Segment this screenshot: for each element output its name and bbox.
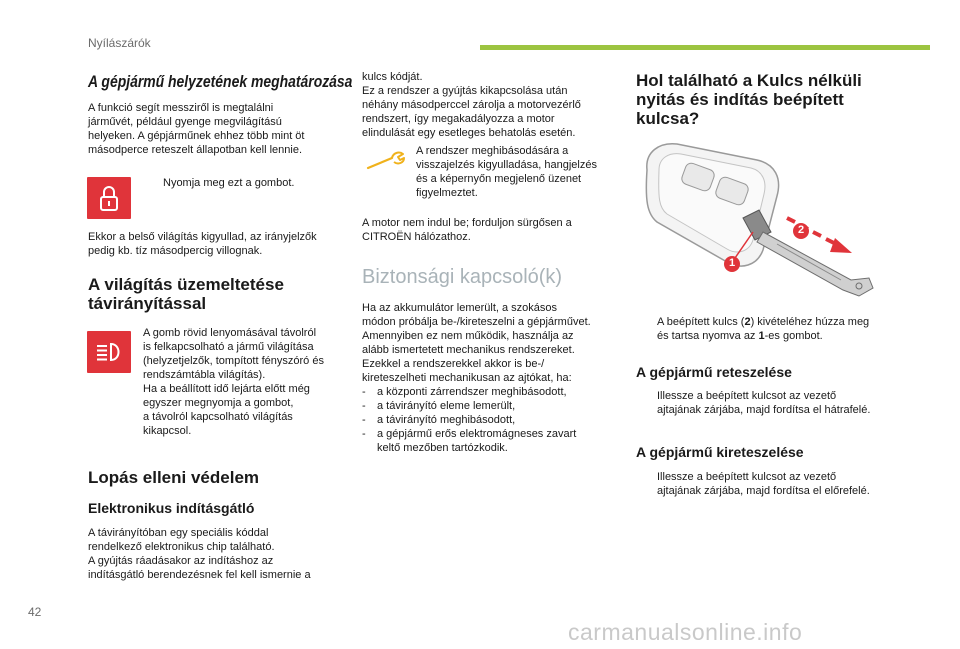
locking-bullet (637, 389, 897, 417)
bullet-text: Nyomja meg ezt a gombot. (163, 177, 295, 189)
list-item: - a központi zárrendszer meghibásodott, (362, 386, 567, 398)
lock-button-bullet (143, 176, 294, 190)
key-removal-bullet (637, 315, 897, 343)
smart-key-icon (637, 140, 887, 305)
unlocking-title: A gépjármű kireteszelése (636, 444, 804, 460)
bullet-mark (637, 470, 649, 498)
vehicle-locating-text: A funkció segít messziről is megtalálni járművét, például gyenge megvilágítású helyeken. A gépjárműnek ehhez több mint öt másodperce reteszelt állapotban kell lennie. (88, 102, 305, 156)
safety-switch-title: Biztonsági kapcsoló(k) (362, 266, 563, 288)
list-item: - a gépjármű erős elektromágneses zavart keltő mezőben tartózkodik. (362, 428, 577, 454)
headlight-icon (87, 331, 131, 373)
list-item: - a távirányító meghibásodott, (362, 414, 516, 426)
section-label: Nyílászárók (88, 36, 151, 50)
remote-lighting-title: A világítás üzemeltetése távirányítással (88, 275, 284, 313)
immobiliser-subtitle: Elektronikus indításgátló (88, 500, 255, 516)
bullet-mark (637, 389, 649, 417)
callout-1: 1 (728, 257, 736, 269)
section-color-bar (480, 45, 930, 50)
safety-switch-list (362, 385, 632, 455)
locking-title: A gépjármű reteszelése (636, 364, 792, 380)
bullet-text: Illessze a beépített kulcsot az vezető ajtajának zárjába, majd fordítsa el előrefelé. (657, 471, 870, 497)
wrench-icon (366, 150, 406, 177)
engine-note: A motor nem indul be; forduljon sürgősen a CITROËN hálózathoz. (362, 217, 572, 243)
immobiliser-continued: kulcs kódját. Ez a rendszer a gyújtás kikapcsolása után néhány másodperccel zárolja a motorvezérlő rendszert, így megakadályozza a motor elindulását egy esetleges behatolás esetén. (362, 71, 581, 139)
bullet-text: Illessze a beépített kulcsot az vezető ajtajának zárjába, majd fordítsa el hátrafelé. (657, 390, 871, 416)
callout-2: 2 (797, 224, 805, 236)
lock-icon (87, 177, 131, 219)
keyless-key-title: Hol található a Kulcs nélküli nyitás és indítás beépített kulcsa? (636, 71, 862, 128)
remote-lighting-text: A gomb rövid lenyomásával távolról is felkapcsolható a jármű világítása (helyzetjelzők, tompított fényszóró és rendszámtábla világítás). Ha a beállított idő lejárta előtt még egyszer megnyomja a gombot, a távolról kapcsolható világítás kikapcsol. (143, 327, 324, 437)
vehicle-locating-title: A gépjármű helyzetének meghatározása (88, 72, 353, 91)
list-item: - a távirányító eleme lemerült, (362, 400, 516, 412)
fault-note: A rendszer meghibásodására a visszajelzés kigyulladása, hangjelzés és a képernyőn megjelenő üzenet figyelmeztet. (416, 145, 597, 199)
safety-switch-text: Ha az akkumulátor lemerült, a szokásos módon próbálja be-/kireteszelni a gépjárművet. Amennyiben ez nem működik, használja az alább ismertetett mechanikus rendszereket. Ezekkel a rendszerekkel akkor is be-/ kireteszelheti mechanikusan az ajtókat, ha: (362, 302, 591, 384)
unlocking-bullet (637, 470, 897, 498)
bullet-mark (143, 176, 155, 190)
page-number: 42 (28, 605, 42, 619)
theft-protection-title: Lopás elleni védelem (88, 468, 260, 487)
watermark: carmanualsonline.info (568, 619, 803, 645)
vehicle-locating-after: Ekkor a belső világítás kigyullad, az irányjelzők pedig kb. tíz másodpercig villognak. (88, 231, 317, 257)
bullet-mark (637, 315, 649, 343)
bullet-text: A beépített kulcs (2) kivételéhez húzza meg és tartsa nyomva az 1-es gombot. (657, 316, 870, 342)
immobiliser-text: A távirányítóban egy speciális kóddal rendelkező elektronikus chip található. A gyújtás ráadásakor az indításhoz az indításgátló berendezésnek fel kell ismernie a (88, 527, 311, 581)
